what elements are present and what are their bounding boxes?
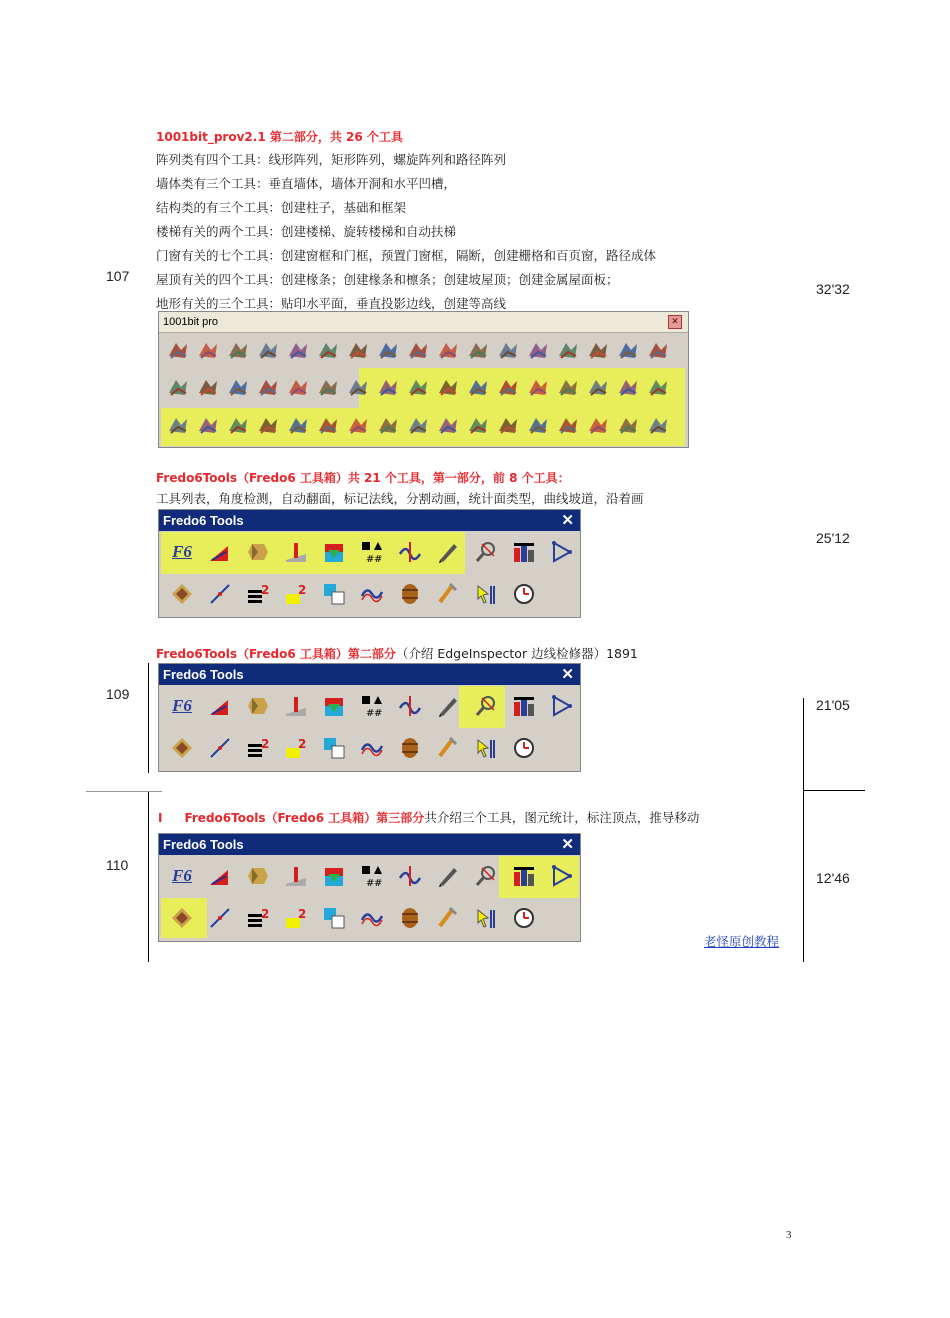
pen-icon[interactable] — [430, 858, 466, 894]
angle-icon[interactable] — [202, 534, 238, 570]
push-icon[interactable] — [164, 900, 200, 936]
tool-icon[interactable] — [645, 374, 671, 400]
barrel-icon[interactable] — [392, 900, 428, 936]
tool-icon[interactable] — [345, 374, 371, 400]
pen-icon[interactable] — [430, 688, 466, 724]
stats-icon[interactable] — [354, 534, 390, 570]
tool-icon[interactable] — [555, 337, 581, 363]
area-icon[interactable] — [278, 576, 314, 612]
duration: 12'46 — [816, 870, 850, 886]
curve-icon[interactable] — [392, 688, 428, 724]
tool-icon[interactable] — [315, 412, 341, 438]
push-icon[interactable] — [164, 576, 200, 612]
line-icon[interactable] — [202, 576, 238, 612]
tool-icon[interactable] — [165, 412, 191, 438]
table-border — [148, 792, 149, 962]
svg-text:2: 2 — [261, 907, 270, 921]
toolbar-fredo6 — [158, 833, 581, 942]
curve-icon[interactable] — [392, 534, 428, 570]
tool-icon[interactable] — [585, 337, 611, 363]
tool-icon[interactable] — [645, 337, 671, 363]
tool-icon[interactable] — [495, 374, 521, 400]
f6-logo-text: F6 — [172, 866, 192, 885]
tool-icon[interactable] — [285, 337, 311, 363]
table-border — [803, 790, 865, 791]
tool-icon[interactable] — [255, 412, 281, 438]
toolbar-title — [159, 834, 580, 855]
svg-text:2: 2 — [298, 907, 307, 921]
close-icon[interactable]: ✕ — [561, 666, 574, 683]
tool-icon[interactable] — [195, 374, 221, 400]
toolbar-title-text: Fredo6 Tools — [163, 667, 244, 682]
normal-icon[interactable] — [278, 858, 314, 894]
close-icon[interactable]: ✕ — [668, 315, 682, 329]
f6-logo-text: F6 — [172, 696, 192, 715]
section1-heading: 1001bit_prov2.1 第二部分，共 26 个工具 — [156, 130, 403, 144]
duration: 21'05 — [816, 697, 850, 713]
stats-icon[interactable] — [354, 688, 390, 724]
toolbar-fredo6 — [158, 509, 581, 618]
area-icon[interactable] — [278, 900, 314, 936]
tool-icon[interactable] — [615, 337, 641, 363]
close-icon[interactable]: ✕ — [561, 512, 574, 529]
split-icon[interactable] — [316, 858, 352, 894]
tool-icon[interactable] — [585, 412, 611, 438]
section2-line: 工具列表，角度检测，自动翻面，标记法线，分割动画，统计面类型，曲线坡道，沿着画 — [156, 491, 644, 506]
tool-icon[interactable] — [465, 412, 491, 438]
inspector-icon[interactable] — [468, 534, 504, 570]
flip-icon[interactable] — [240, 534, 276, 570]
face-icon[interactable] — [316, 900, 352, 936]
tool-icon[interactable] — [315, 337, 341, 363]
tool-icon[interactable] — [585, 374, 611, 400]
stats-icon[interactable] — [354, 858, 390, 894]
tool-icon[interactable] — [435, 337, 461, 363]
svg-text:2: 2 — [261, 583, 270, 597]
pen-icon[interactable] — [430, 534, 466, 570]
angle-icon[interactable] — [202, 688, 238, 724]
svg-text:#: # — [374, 878, 383, 888]
tool-icon[interactable] — [285, 374, 311, 400]
tool-icon[interactable] — [645, 412, 671, 438]
tool-icon[interactable] — [430, 576, 466, 612]
section1-line: 阵列类有四个工具：线形阵列，矩形阵列，螺旋阵列和路径阵列 — [156, 152, 507, 167]
section1-line: 地形有关的三个工具：贴印水平面，垂直投影边线，创建等高线 — [156, 296, 507, 311]
tool-icon[interactable] — [495, 412, 521, 438]
tool-icon[interactable] — [465, 374, 491, 400]
vertex-icon[interactable] — [544, 858, 580, 894]
svg-text:2: 2 — [261, 737, 270, 751]
tool-icon[interactable] — [525, 337, 551, 363]
section4-heading-rest: 共介绍三个工具，图元统计，标注顶点，推导移动 — [424, 810, 700, 825]
line-icon[interactable] — [202, 730, 238, 766]
tool-icon[interactable] — [255, 337, 281, 363]
tool-icon[interactable] — [375, 412, 401, 438]
f6-logo-text: F6 — [172, 542, 192, 561]
toolbar-title-text: Fredo6 Tools — [163, 837, 244, 852]
normal-icon[interactable] — [278, 688, 314, 724]
section4-heading: Fredo6Tools（Fredo6 工具箱）第三部分 — [184, 811, 425, 825]
inspector-icon[interactable] — [468, 688, 504, 724]
close-icon[interactable]: ✕ — [561, 836, 574, 853]
toolbar-fredo6 — [158, 663, 581, 772]
toolbar-1001bit — [158, 311, 689, 448]
tool-icon[interactable] — [495, 337, 521, 363]
tool-icon[interactable] — [615, 374, 641, 400]
cursor-icon[interactable] — [468, 576, 504, 612]
tool-icon[interactable] — [375, 337, 401, 363]
table-border — [148, 663, 149, 773]
section1-line: 屋顶有关的四个工具：创建椽条；创建椽条和檩条；创建坡屋顶；创建金属屋面板； — [156, 272, 619, 287]
clock-icon[interactable] — [506, 730, 542, 766]
tool-icon[interactable] — [195, 337, 221, 363]
tool-icon[interactable] — [225, 337, 251, 363]
svg-text:2: 2 — [298, 583, 307, 597]
tool-icon[interactable] — [405, 412, 431, 438]
section3-heading-line — [156, 644, 638, 662]
svg-text:#: # — [374, 708, 383, 718]
angle-icon[interactable] — [202, 858, 238, 894]
push-icon[interactable] — [164, 730, 200, 766]
tool-icon[interactable] — [165, 337, 191, 363]
barrel-icon[interactable] — [392, 730, 428, 766]
tool-icon[interactable] — [435, 374, 461, 400]
row-number: 109 — [106, 686, 130, 702]
squared-icon[interactable] — [240, 730, 276, 766]
svg-text:#: # — [374, 554, 383, 564]
tool-icon[interactable] — [525, 374, 551, 400]
svg-text:#: # — [366, 708, 375, 718]
row-number: 110 — [106, 857, 129, 873]
tool-icon[interactable] — [555, 412, 581, 438]
vertex-icon[interactable] — [544, 534, 580, 570]
toolbar-title — [159, 510, 580, 531]
squared-icon[interactable] — [240, 576, 276, 612]
tool-icon[interactable] — [285, 412, 311, 438]
line-icon[interactable] — [202, 900, 238, 936]
tool-icon[interactable] — [465, 337, 491, 363]
split-icon[interactable] — [316, 534, 352, 570]
split-icon[interactable] — [316, 688, 352, 724]
area-icon[interactable] — [278, 730, 314, 766]
clock-icon[interactable] — [506, 900, 542, 936]
f6-icon[interactable] — [164, 534, 200, 570]
toolbar-title-text: 1001bit pro — [163, 316, 219, 328]
toolbar-title — [159, 312, 688, 333]
cursor-icon[interactable] — [468, 730, 504, 766]
table-border — [86, 791, 162, 792]
wave-icon[interactable] — [354, 576, 390, 612]
svg-text:2: 2 — [298, 737, 307, 751]
section2-heading: Fredo6Tools（Fredo6 工具箱）共 21 个工具，第一部分，前 8 个工具： — [156, 471, 570, 485]
toolbar-title-text: Fredo6 Tools — [163, 513, 244, 528]
element-stats-icon[interactable] — [506, 688, 542, 724]
duration: 25'12 — [816, 530, 850, 546]
page-number: 3 — [786, 1229, 792, 1241]
tool-icon[interactable] — [615, 412, 641, 438]
inspector-icon[interactable] — [468, 858, 504, 894]
tool-icon[interactable] — [315, 374, 341, 400]
vertex-icon[interactable] — [544, 688, 580, 724]
normal-icon[interactable] — [278, 534, 314, 570]
svg-text:#: # — [366, 878, 375, 888]
tool-icon[interactable] — [225, 412, 251, 438]
barrel-icon[interactable] — [392, 576, 428, 612]
section1-line: 墙体类有三个工具：垂直墙体，墙体开洞和水平凹槽， — [156, 176, 457, 191]
f6-icon[interactable] — [164, 688, 200, 724]
section1-line: 楼梯有关的两个工具：创建楼梯、旋转楼梯和自动扶梯 — [156, 224, 457, 239]
tool-icon[interactable] — [225, 374, 251, 400]
section4-marker: I — [158, 811, 163, 825]
wave-icon[interactable] — [354, 730, 390, 766]
table-border — [803, 698, 804, 962]
wave-icon[interactable] — [354, 900, 390, 936]
tool-icon[interactable] — [165, 374, 191, 400]
element-stats-icon[interactable] — [506, 858, 542, 894]
tutorial-link[interactable]: 老怪原创教程 — [704, 934, 780, 949]
section1-line: 结构类的有三个工具：创建柱子，基础和框架 — [156, 200, 407, 215]
tool-icon[interactable] — [430, 900, 466, 936]
tool-icon[interactable] — [255, 374, 281, 400]
section1-line: 门窗有关的七个工具：创建窗框和门框，预置门窗框，隔断，创建栅格和百页窗，路径成体 — [156, 248, 657, 263]
row-number: 107 — [106, 268, 130, 284]
tool-icon[interactable] — [435, 412, 461, 438]
face-icon[interactable] — [316, 730, 352, 766]
tool-icon[interactable] — [195, 412, 221, 438]
svg-text:#: # — [366, 554, 375, 564]
element-stats-icon[interactable] — [506, 534, 542, 570]
tool-icon[interactable] — [345, 337, 371, 363]
toolbar-title — [159, 664, 580, 685]
cursor-icon[interactable] — [468, 900, 504, 936]
tool-icon[interactable] — [375, 374, 401, 400]
squared-icon[interactable] — [240, 900, 276, 936]
tool-icon[interactable] — [430, 730, 466, 766]
section3-heading: Fredo6Tools（Fredo6 工具箱）第二部分 — [156, 647, 396, 661]
tool-icon[interactable] — [405, 374, 431, 400]
f6-icon[interactable] — [164, 858, 200, 894]
tool-icon[interactable] — [555, 374, 581, 400]
section3-heading-rest: （介绍 EdgeInspector 边线检修器）1891 — [395, 646, 638, 661]
face-icon[interactable] — [316, 576, 352, 612]
curve-icon[interactable] — [392, 858, 428, 894]
flip-icon[interactable] — [240, 858, 276, 894]
flip-icon[interactable] — [240, 688, 276, 724]
tool-icon[interactable] — [345, 412, 371, 438]
tool-icon[interactable] — [525, 412, 551, 438]
clock-icon[interactable] — [506, 576, 542, 612]
section4-heading-line — [158, 808, 699, 826]
duration: 32'32 — [816, 281, 850, 297]
tool-icon[interactable] — [405, 337, 431, 363]
